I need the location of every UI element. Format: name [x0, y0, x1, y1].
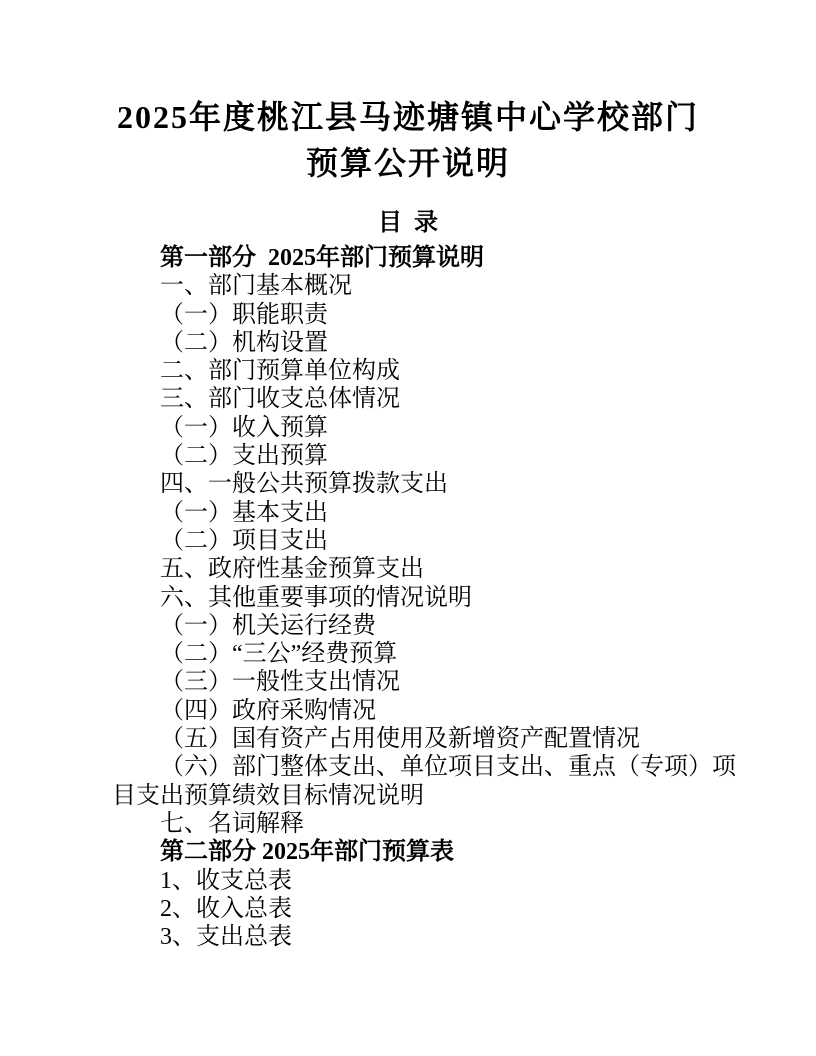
toc-line: （六）部门整体支出、单位项目支出、重点（专项）项: [160, 754, 736, 781]
document-title: [112, 94, 704, 186]
toc-heading: 目 录: [378, 210, 438, 236]
document-title-line1: 2025年度桃江县马迹塘镇中心学校部门: [116, 99, 699, 135]
toc-line: （一）机关运行经费: [160, 612, 376, 639]
toc-list: [112, 244, 736, 951]
toc-line: 六、其他重要事项的情况说明: [160, 584, 472, 611]
toc-line: 一、部门基本概况: [160, 273, 352, 300]
toc-line: 四、一般公共预算拨款支出: [160, 471, 448, 498]
toc-line: （三）一般性支出情况: [160, 669, 400, 696]
toc-line: （一）基本支出: [160, 499, 328, 526]
toc-line: 第一部分 2025年部门预算说明: [160, 245, 484, 271]
toc-line: （一）职能职责: [160, 301, 328, 328]
toc-line: 目支出预算绩效目标情况说明: [112, 782, 424, 809]
toc-line: 二、部门预算单位构成: [160, 358, 400, 385]
toc-line: 五、政府性基金预算支出: [160, 556, 424, 583]
toc-line: 第二部分 2025年部门预算表: [160, 839, 454, 866]
toc-line: （二）机构设置: [160, 329, 328, 356]
toc-line: 七、名词解释: [160, 810, 304, 837]
document-title-line2: 预算公开说明: [305, 145, 510, 181]
toc-line: 1、收支总表: [160, 867, 292, 894]
toc-line: （一）收入预算: [160, 414, 328, 441]
toc-line: （二）“三公”经费预算: [160, 641, 398, 668]
toc-line: 2、收入总表: [160, 895, 292, 922]
toc-line: （五）国有资产占用使用及新增资产配置情况: [160, 726, 640, 753]
toc-line: 3、支出总表: [160, 924, 292, 951]
toc-line: 三、部门收支总体情况: [160, 386, 400, 413]
toc-line: （二）支出预算: [160, 443, 328, 470]
toc-line: （四）政府采购情况: [160, 697, 376, 724]
toc-line: （二）项目支出: [160, 527, 328, 554]
